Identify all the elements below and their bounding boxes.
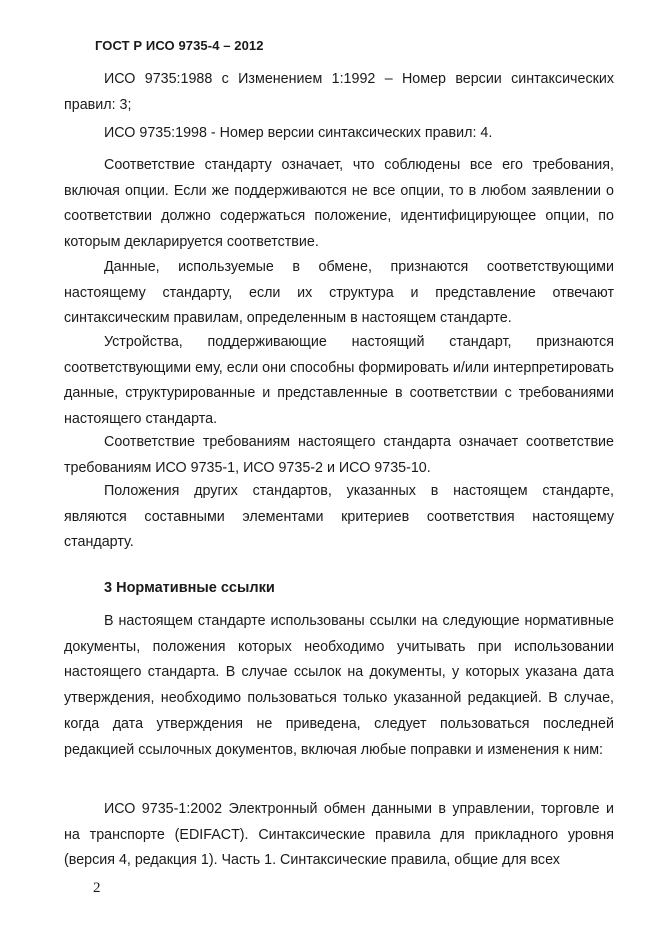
paragraph-iso-9735-1: ИСО 9735-1:2002 Электронный обмен данными в управлении, торговле и на транспорте (EDIFACT). Синтаксические правила для прикладного уровня (версия 4, редакция 1). Часть 1. Синтаксические правила, общие для всех	[64, 801, 614, 869]
paragraph-conformance: Соответствие стандарту означает, что соблюдены все его требования, включая опции. Если же поддерживаются не все опции, то в любом заявлении о соответствии должно содержаться положение, идентифицирующее опции, по которым декларируется соответствие.	[64, 157, 614, 251]
document-header: ГОСТ Р ИСО 9735-4 – 2012	[95, 38, 264, 53]
paragraph-normative-references: В настоящем стандарте использованы ссылки на следующие нормативные документы, положения которых необходимо учитывать при использовании настоящего стандарта. В случае ссылок на документы, у которых указана дата утверждения, необходимо пользоваться только указанной редакцией. В случае, когда дата утверждения не приведена, следует пользоваться последней редакцией ссылочных документов, включая любые поправки и изменения к ним:	[64, 613, 614, 758]
paragraph-other-standards: Положения других стандартов, указанных в настоящем стандарте, являются составными элементами критериев соответствия настоящему стандарту.	[64, 483, 614, 551]
paragraph-iso-1988: ИСО 9735:1988 с Изменением 1:1992 – Номер версии синтаксических правил: 3;	[64, 71, 614, 113]
page-number: 2	[93, 880, 101, 896]
paragraph-requirements-conformance: Соответствие требованиям настоящего стандарта означает соответствие требованиям ИСО 9735-1, ИСО 9735-2 и ИСО 9735-10.	[64, 434, 614, 476]
section-heading: 3 Нормативные ссылки	[104, 580, 275, 596]
paragraph-data-conformance: Данные, используемые в обмене, признаются соответствующими настоящему стандарту, если их структура и представление отвечают синтаксическим правилам, определенным в настоящем стандарте.	[64, 259, 614, 327]
paragraph-devices-conformance: Устройства, поддерживающие настоящий стандарт, признаются соответствующими ему, если они способны формировать и/или интерпретировать данные, структурированные и представленные в соответствии с требованиями настоящего стандарта.	[64, 334, 614, 428]
paragraph-iso-1998: ИСО 9735:1998 - Номер версии синтаксических правил: 4.	[104, 125, 493, 141]
